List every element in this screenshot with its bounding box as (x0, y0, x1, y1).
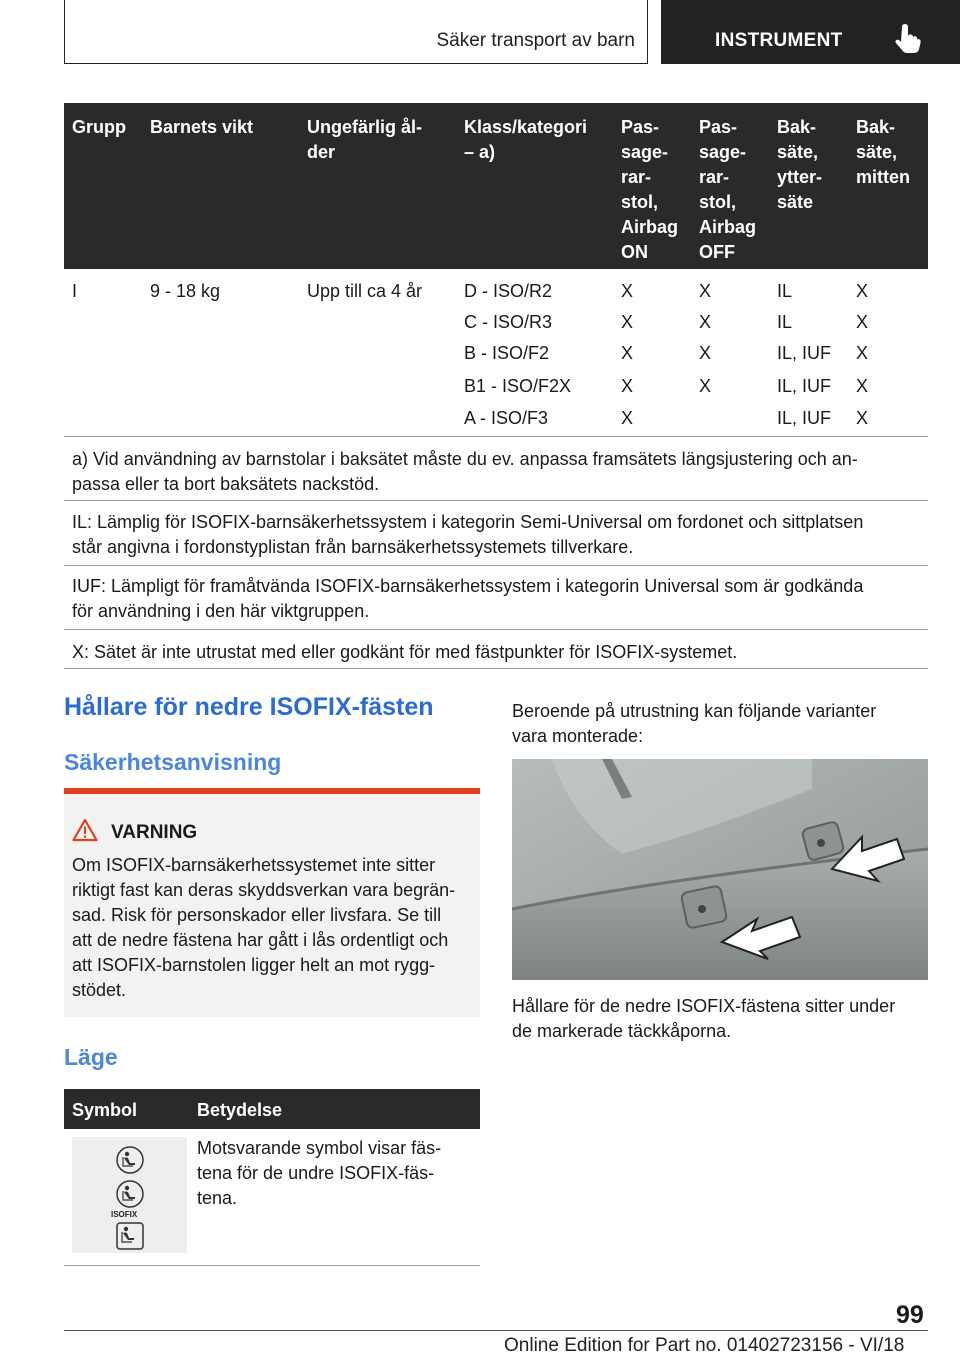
pointing-hand-icon (893, 24, 921, 54)
col-header-group: Grupp (72, 117, 126, 137)
cell-rear-middle: X (856, 408, 869, 428)
header-section-box (64, 0, 648, 64)
table-divider (64, 436, 928, 437)
col-header-class: Klass/kategori – a) (464, 117, 588, 162)
cell-airbag-on: X (621, 312, 634, 332)
col-header-meaning: Betydelse (197, 1100, 283, 1120)
col-header-rear-outer: Bak- säte, ytter- säte (777, 117, 823, 212)
cell-age: Upp till ca 4 år (307, 281, 423, 301)
col-header-symbol: Symbol (72, 1100, 138, 1120)
cell-rear-outer: IL, IUF (777, 343, 832, 363)
table-divider (64, 565, 928, 566)
col-header-rear-middle: Bak- säte, mitten (856, 117, 910, 187)
cell-airbag-on: X (621, 408, 634, 428)
position-subheading: Läge (64, 1044, 118, 1070)
symbol-meaning: Motsvarande symbol visar fäs- tena för de undre ISOFIX-fäs- tena. (197, 1138, 442, 1208)
table-note-iuf: IUF: Lämpligt för framåtvända ISOFIX-barnsäkerhetssystem i kategorin Universal som är godkända för användning i den här viktgruppen. (72, 576, 864, 621)
table-divider (64, 668, 928, 669)
header-section-title: Säker transport av barn (436, 30, 635, 51)
symbol-cell (72, 1137, 187, 1253)
cell-class: B - ISO/F2 (464, 343, 550, 363)
warning-title: VARNING (111, 822, 198, 843)
cell-class: C - ISO/R3 (464, 312, 553, 332)
table-note-il: IL: Lämplig för ISOFIX-barnsäkerhetssystem i kategorin Semi-Universal om fordonet och sittplatsen står angivna i fordonstyplistan från barnsäkerhetssystemets tillverkare. (72, 512, 864, 557)
cell-rear-outer: IL, IUF (777, 408, 832, 428)
footer-rule (64, 1330, 928, 1331)
cell-rear-middle: X (856, 281, 869, 301)
cell-class: D - ISO/R2 (464, 281, 553, 301)
col-header-airbag-on: Pas- sage- rar- stol, Airbag ON (621, 117, 679, 262)
table-divider (64, 500, 928, 501)
cell-class: B1 - ISO/F2X (464, 376, 572, 396)
footer-edition: Online Edition for Part no. 01402723156 - VI/18 (504, 1335, 905, 1356)
cell-airbag-on: X (621, 343, 634, 363)
main-table-header (64, 103, 928, 269)
cell-airbag-off: X (699, 343, 712, 363)
safety-subheading: Säkerhetsanvisning (64, 749, 282, 775)
cell-rear-middle: X (856, 312, 869, 332)
page-number: 99 (896, 1301, 924, 1329)
cell-group: I (72, 281, 78, 301)
cell-airbag-on: X (621, 376, 634, 396)
cell-rear-outer: IL (777, 312, 793, 332)
photo-caption: Hållare för de nedre ISOFIX-fästena sitter under de markerade täckkåporna. (512, 996, 896, 1041)
table-note-a: a) Vid användning av barnstolar i baksätet måste du ev. anpassa framsätets längsjustering och an- passa eller ta bort baksätets nackstöd. (72, 449, 858, 494)
symbol-table-header (64, 1089, 480, 1129)
isofix-anchors-photo (512, 759, 928, 980)
isofix-label: ISOFIX (111, 1210, 138, 1219)
table-note-x: X: Sätet är inte utrustat med eller godkänt för med fästpunkter för ISOFIX-systemet. (72, 642, 738, 662)
cell-airbag-on: X (621, 281, 634, 301)
section-heading: Hållare för nedre ISOFIX-fästen (64, 693, 434, 721)
cell-rear-middle: X (856, 343, 869, 363)
table-divider (64, 629, 928, 630)
cell-airbag-off: X (699, 281, 712, 301)
warning-body: Om ISOFIX-barnsäkerhetssystemet inte sitter riktigt fast kan deras skyddsverkan vara begrän- sad. Risk för personskador eller livsfara. Se till att de nedre fästena har gått i lås ordentligt och att ISOFIX-barnstolen ligger helt an mot rygg- stödet. (72, 855, 456, 1000)
header-chapter-box (661, 0, 960, 64)
cell-rear-outer: IL (777, 281, 793, 301)
isofix-child-seat-icon (115, 1179, 145, 1209)
cell-weight: 9 - 18 kg (150, 281, 221, 301)
variants-intro: Beroende på utrustning kan följande varianter vara monterade: (512, 701, 877, 746)
warning-triangle-icon (72, 818, 98, 842)
child-seat-icon (115, 1145, 145, 1175)
col-header-age: Ungefärlig ål- der (307, 117, 423, 162)
cell-airbag-off: X (699, 376, 712, 396)
col-header-weight: Barnets vikt (150, 117, 254, 137)
warning-box (64, 788, 480, 1017)
child-seat-warning-icon (115, 1221, 145, 1251)
cell-class: A - ISO/F3 (464, 408, 549, 428)
symbol-table-divider (64, 1265, 480, 1266)
cell-airbag-off: X (699, 312, 712, 332)
cell-rear-outer: IL, IUF (777, 376, 832, 396)
cell-rear-middle: X (856, 376, 869, 396)
col-header-airbag-off: Pas- sage- rar- stol, Airbag OFF (699, 117, 757, 262)
header-chapter-title: INSTRUMENT (715, 30, 843, 51)
